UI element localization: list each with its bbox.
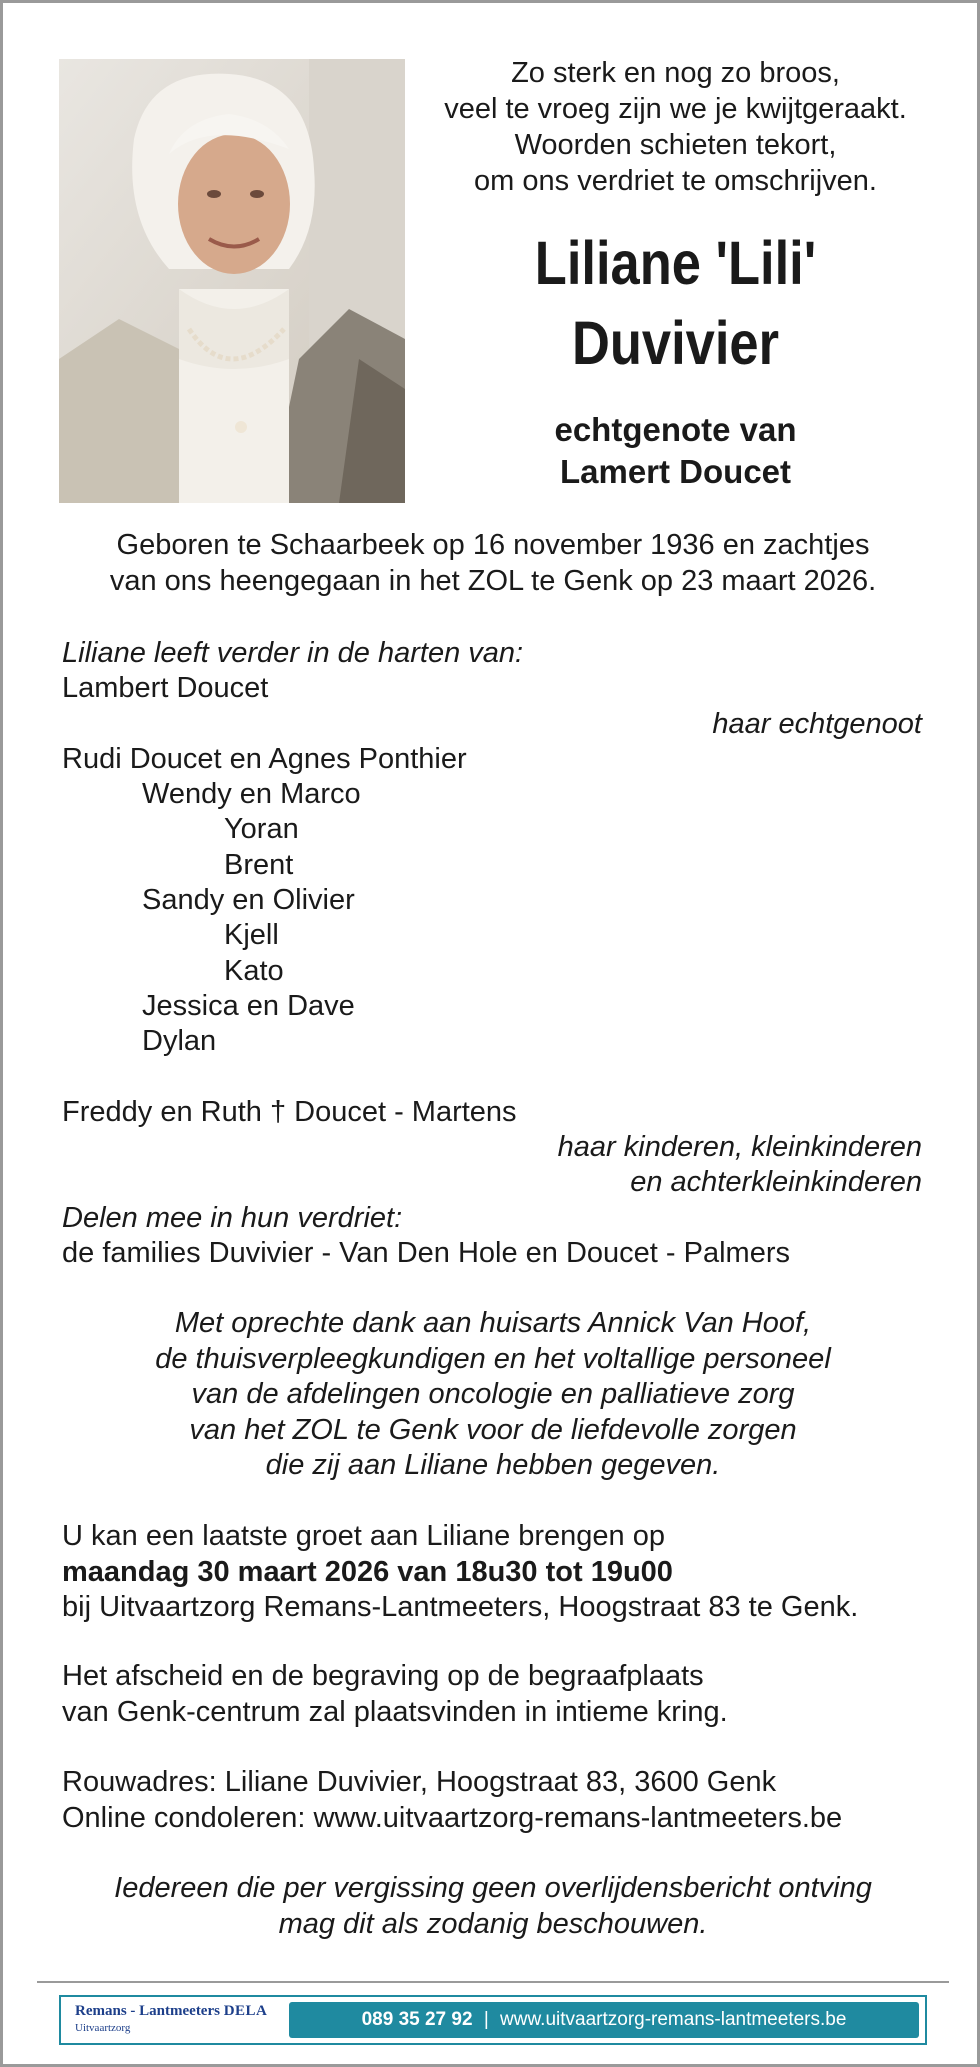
website-link[interactable]: www.uitvaartzorg-remans-lantmeeters.be [500,2009,847,2030]
farewell-line: Het afscheid en de begraving op de begraafplaats [62,1660,704,1692]
deceased-name-line: Liliane 'Lili' [534,229,817,297]
family-spacer [62,1060,922,1095]
family-role: haar kinderen, kleinkinderen [557,1131,922,1164]
online-condolence: Online condoleren: www.uitvaartzorg-remans-lantmeeters.be [62,1801,843,1834]
family-member: Freddy en Ruth † Doucet - Martens [62,1095,517,1128]
poem [413,55,938,199]
birth-death-line: Geboren te Schaarbeek op 16 november 1936 en zachtjes [116,529,870,561]
deceased-name [450,223,902,383]
poem-line: veel te vroeg zijn we je kwijtgeraakt. [444,93,907,125]
logo-dela: DELA [223,2003,268,2019]
deceased-name-line: Duvivier [571,309,780,377]
family-member: Dylan [142,1025,217,1058]
birth-death-line: van ons heengegaan in het ZOL te Genk op 23 maart 2026. [109,565,877,597]
mourning-address: Rouwadres: Liliane Duvivier, Hoogstraat 83, 3600 Genk [62,1766,777,1798]
visitation-line: U kan een laatste groet aan Liliane brengen op [62,1520,665,1552]
family-list [62,636,922,1271]
family-role: en achterkleinkinderen [630,1166,922,1199]
share-intro: Delen mee in hun verdriet: [62,1201,403,1234]
thanks-line: de thuisverpleegkundigen en het voltallige personeel [155,1342,831,1375]
footer-divider [37,1981,949,1983]
notice-line: Iedereen die per vergissing geen overlijdensbericht ontving [114,1872,872,1904]
poem-line: om ons verdriet te omschrijven. [474,165,877,197]
separator: | [483,2009,489,2030]
thanks-line: van de afdelingen oncologie en palliatieve zorg [191,1378,795,1410]
thanks-line: van het ZOL te Genk voor de liefdevolle zorgen [189,1413,797,1446]
logo-brand: Remans - Lantmeeters [75,2003,220,2019]
visitation-line: bij Uitvaartzorg Remans-Lantmeeters, Hoogstraat 83 te Genk. [62,1591,859,1623]
spouse-info [413,409,938,493]
portrait-image [59,59,405,503]
family-role: haar echtgenoot [712,707,922,740]
family-member: Jessica en Dave [142,989,355,1022]
share-families: de families Duvivier - Van Den Hole en Doucet - Palmers [62,1237,790,1270]
notice-message [43,1871,943,1942]
poem-line: Zo sterk en nog zo broos, [511,57,840,89]
visitation-date: maandag 30 maart 2026 van 18u30 tot 19u00 [62,1555,673,1588]
family-member: Wendy en Marco [142,778,361,811]
thanks-message [43,1306,943,1484]
family-intro: Liliane leeft verder in de harten van: [62,637,524,669]
birth-death-info [43,527,943,599]
thanks-line: die zij aan Liliane hebben gegeven. [265,1449,721,1481]
visitation-info [62,1519,962,1626]
family-member: Kato [224,954,284,987]
thanks-line: Met oprechte dank aan huisarts Annick Van Hoof, [174,1307,812,1339]
family-member: Sandy en Olivier [142,884,355,917]
notice-line: mag dit als zodanig beschouwen. [278,1907,708,1940]
spouse-line: echtgenote van [554,411,797,448]
family-member: Kjell [224,919,279,952]
spouse-line: Lamert Doucet [559,453,792,490]
family-member: Brent [224,848,294,881]
contact-bar [289,2002,919,2038]
family-member: Rudi Doucet en Agnes Ponthier [62,742,467,775]
farewell-info [62,1659,962,1730]
funeral-home-footer [59,1995,927,2045]
logo-subtitle: Uitvaartzorg [75,2022,131,2034]
phone-number[interactable]: 089 35 27 92 [361,2009,473,2030]
family-member: Yoran [224,813,299,846]
poem-line: Woorden schieten tekort, [514,129,837,161]
portrait-photo [59,59,405,503]
farewell-line: van Genk-centrum zal plaatsvinden in intieme kring. [62,1695,728,1728]
contact-info [62,1765,962,1836]
family-member: Lambert Doucet [62,672,269,705]
